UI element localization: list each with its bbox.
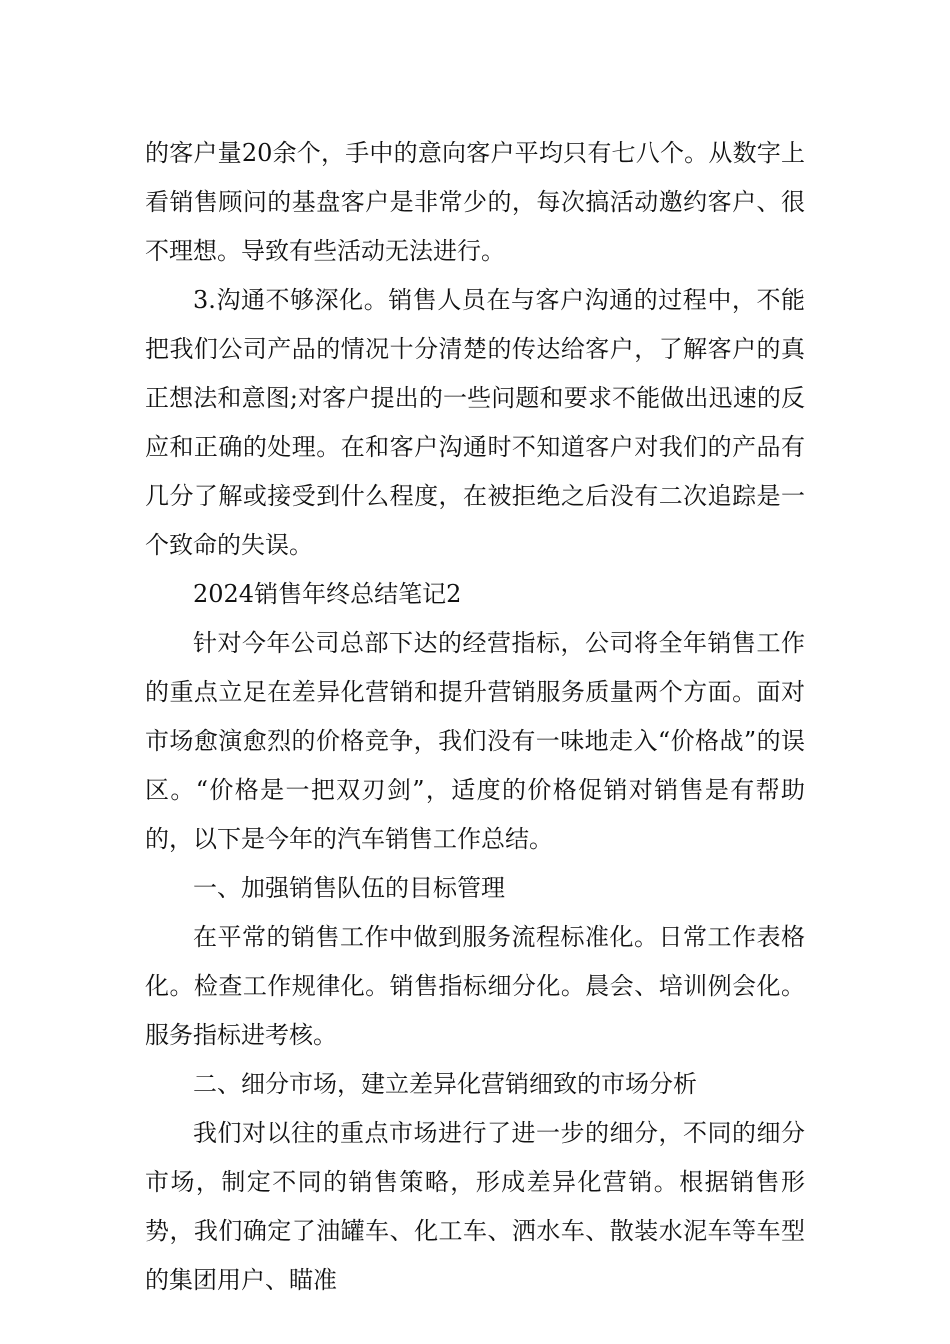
paragraph-5: 我们对以往的重点市场进行了进一步的细分，不同的细分市场，制定不同的销售策略，形成差异化营销。根据销售形势，我们确定了油罐车、化工车、洒水车、散装水泥车等车型的集团用户、瞄准	[145, 1119, 805, 1294]
paragraph-3: 针对今年公司总部下达的经营指标，公司将全年销售工作的重点立足在差异化营销和提升营销服务质量两个方面。面对市场愈演愈烈的价格竞争，我们没有一味地走入“价格战”的误区。“价格是一把双刃剑”，适度的价格促销对销售是有帮助的，以下是今年的汽车销售工作总结。	[145, 629, 805, 853]
paragraph-4: 在平常的销售工作中做到服务流程标准化。日常工作表格化。检查工作规律化。销售指标细分化。晨会、培训例会化。服务指标进考核。	[145, 923, 805, 1049]
heading-one: 一、加强销售队伍的目标管理	[193, 874, 505, 902]
paragraph-2: 3.沟通不够深化。销售人员在与客户沟通的过程中，不能把我们公司产品的情况十分清楚的传达给客户，了解客户的真正想法和意图;对客户提出的一些问题和要求不能做出迅速的反应和正确的处理。在和客户沟通时不知道客户对我们的产品有几分了解或接受到什么程度，在被拒绝之后没有二次追踪是一个致命的失误。	[145, 286, 805, 559]
heading-two: 二、细分市场，建立差异化营销细致的市场分析	[193, 1070, 697, 1098]
document-body	[145, 129, 805, 1305]
section-title: 2024销售年终总结笔记2	[193, 580, 462, 608]
paragraph-1: 的客户量20余个，手中的意向客户平均只有七八个。从数字上看销售顾问的基盘客户是非常少的，每次搞活动邀约客户、很不理想。导致有些活动无法进行。	[145, 139, 805, 265]
